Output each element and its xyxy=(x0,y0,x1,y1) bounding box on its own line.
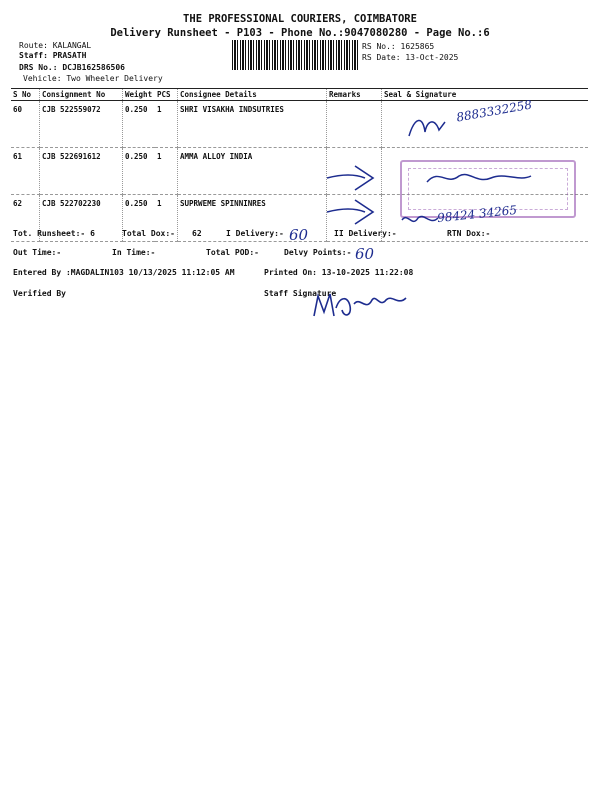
row-consignment: CJB 522559072 xyxy=(40,101,123,148)
rs-date: RS Date: 13-Oct-2025 xyxy=(362,53,459,62)
row-pcs: 1 xyxy=(155,148,178,195)
handwritten-phone-row1: 8883332258 xyxy=(455,97,533,125)
col-consignment: Consignment No xyxy=(40,89,123,101)
handwritten-phone-row3: 98424 34265 xyxy=(436,202,518,226)
barcode xyxy=(232,40,360,70)
arrow-marks xyxy=(325,160,395,230)
entered-by: Entered By :MAGDALIN103 10/13/2025 11:12:05 AM xyxy=(13,268,235,277)
staff: Staff: PRASATH xyxy=(19,51,87,60)
row-sno: 62 xyxy=(11,195,40,242)
row-consignee: AMMA ALLOY INDIA xyxy=(178,148,327,195)
signature-row2 xyxy=(425,166,535,190)
delvy-points-label: Delvy Points:- xyxy=(284,248,352,257)
row-consignment: CJB 522691612 xyxy=(40,148,123,195)
printed-on: Printed On: 13-10-2025 11:22:08 xyxy=(264,268,414,277)
drs-no: DRS No.: DCJB162586506 xyxy=(19,63,125,72)
rs-no: RS No.: 1625865 xyxy=(362,42,435,51)
col-seal-signature: Seal & Signature xyxy=(382,89,589,101)
col-sno: S No xyxy=(11,89,40,101)
row-weight: 0.250 xyxy=(123,101,156,148)
col-weight: Weight xyxy=(123,89,156,101)
total-pod-label: Total POD:- xyxy=(206,248,259,257)
company-name: THE PROFESSIONAL COURIERS, COIMBATORE xyxy=(183,13,417,25)
out-time-label: Out Time:- xyxy=(13,248,62,257)
signature-row1 xyxy=(405,108,455,148)
col-pcs: PCS xyxy=(155,89,178,101)
staff-signature-label: Staff Signature xyxy=(264,289,337,298)
total-dox-label: Total Dox:- xyxy=(122,229,175,238)
ii-delivery-label: II Delivery:- xyxy=(334,229,397,238)
in-time-label: In Time:- xyxy=(112,248,156,257)
handwritten-i-delivery: 60 xyxy=(289,226,309,244)
row-pcs: 1 xyxy=(155,101,178,148)
col-remarks: Remarks xyxy=(327,89,382,101)
row-weight: 0.250 xyxy=(123,195,156,242)
row-sno: 60 xyxy=(11,101,40,148)
row-consignee: SHRI VISAKHA INDSUTRIES xyxy=(178,101,327,148)
vehicle: Vehicle: Two Wheeler Delivery xyxy=(23,74,163,83)
row-weight: 0.250 xyxy=(123,148,156,195)
staff-signature xyxy=(310,286,410,326)
row-consignment: CJB 522702230 xyxy=(40,195,123,242)
signature-row3 xyxy=(400,210,440,230)
row-pcs: 1 xyxy=(155,195,178,242)
tot-runsheet: Tot. Runsheet:- 6 xyxy=(13,229,95,238)
i-delivery-label: I Delivery:- xyxy=(226,229,284,238)
total-dox-value: 62 xyxy=(192,229,202,238)
col-consignee: Consignee Details xyxy=(178,89,327,101)
row-consignee: SUPRWEME SPINNINRES xyxy=(178,195,327,242)
route: Route: KALANGAL xyxy=(19,41,92,50)
row-remarks xyxy=(327,101,382,148)
rtn-dox-label: RTN Dox:- xyxy=(447,229,491,238)
verified-by: Verified By xyxy=(13,289,66,298)
runsheet-title: Delivery Runsheet - P103 - Phone No.:9047080280 - Page No.:6 xyxy=(110,27,490,39)
handwritten-delvy-points: 60 xyxy=(355,245,375,263)
row-sno: 61 xyxy=(11,148,40,195)
table-header-row xyxy=(11,89,588,101)
